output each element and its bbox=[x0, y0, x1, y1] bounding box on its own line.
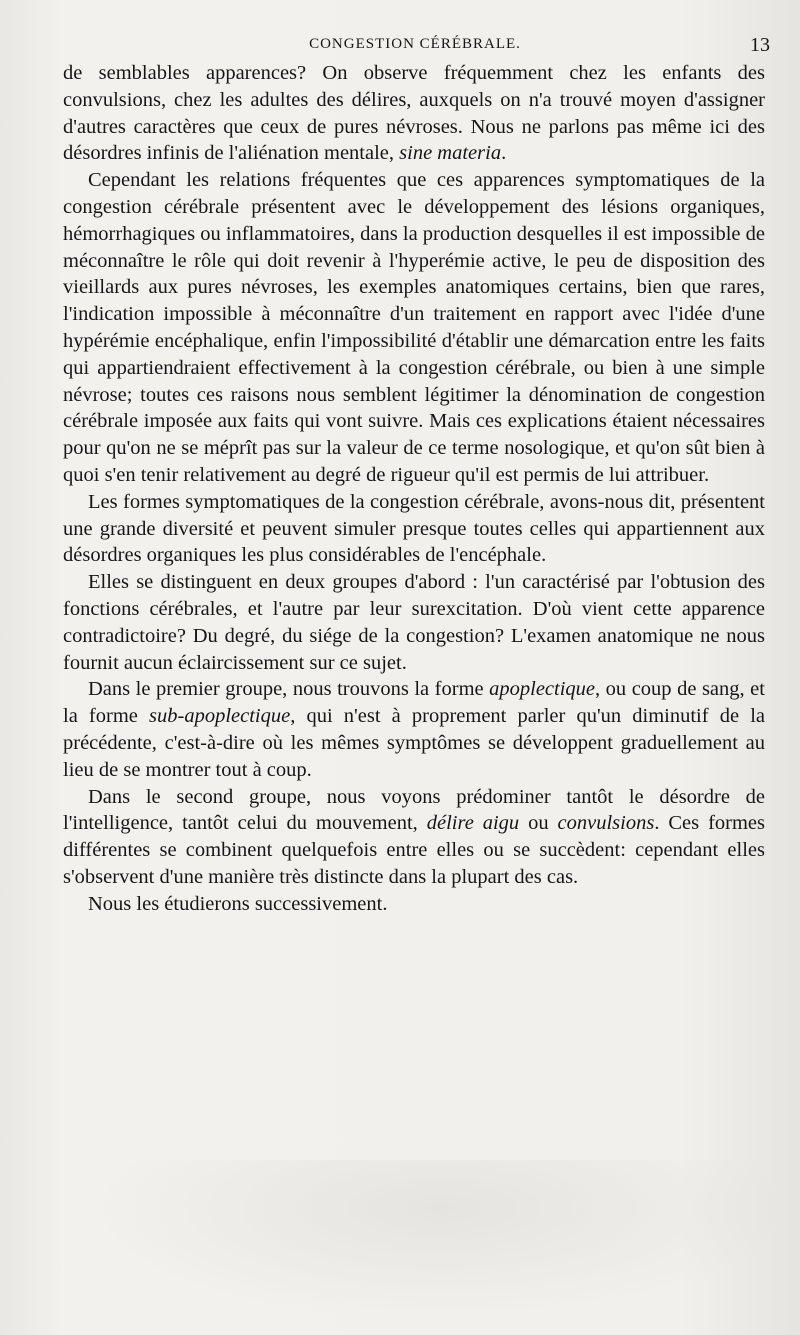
page-header bbox=[60, 36, 770, 56]
paragraph-6: Dans le second groupe, nous voyons prédominer tantôt le désordre de l'intelligence, tantôt celui du mouvement, délire aigu ou convulsions. Ces formes différentes se combinent quelquefois entre elles ou se succèdent: cependant elles s'observent d'une manière très distincte dans la plupart des cas. bbox=[63, 785, 765, 888]
bleed-through-area bbox=[90, 1160, 790, 1320]
paragraph-7: Nous les étudierons successivement. bbox=[88, 892, 388, 915]
paragraph-2: Cependant les relations fréquentes que ces apparences symptomatiques de la congestion cérébrale présentent avec le développement des lésions organiques, hémorrhagiques ou inflammatoires, dans la production desquelles il est impossible de méconnaître le rôle qui doit revenir à l'hyperémie active, le peu de disposition des vieillards aux pures névroses, les exemples anatomiques certains, bien que rares, l'indication impossible à méconnaître d'un traitement en rapport avec l'idée d'une hypérémie encéphalique, enfin l'impossibilité d'établir une démarcation entre les faits qui appartiendraient effectivement à la congestion cérébrale, ou bien à une simple névrose; toutes ces raisons nous semblent légitimer la dénomination de congestion cérébrale imposée aux faits qui vont suivre. Mais ces explications étaient nécessaires pour qu'on ne se méprît pas sur la valeur de ce terme nosologique, et qu'on sût bien à quoi s'en tenir relativement au degré de rigueur qu'il est permis de lui attribuer. bbox=[63, 169, 765, 486]
running-title: CONGESTION CÉRÉBRALE. bbox=[309, 36, 521, 52]
paragraph-3: Les formes symptomatiques de la congestion cérébrale, avons-nous dit, présentent une grande diversité et peuvent simuler presque toutes celles qui appartiennent aux désordres organiques les plus considérables de l'encéphale. bbox=[63, 490, 765, 567]
paragraph-5: Dans le premier groupe, nous trouvons la forme apoplectique, ou coup de sang, et la forme sub-apoplectique, qui n'est à proprement parler qu'un diminutif de la précédente, c'est-à-dire où les mêmes symptômes se développent graduellement au lieu de se montrer tout à coup. bbox=[63, 678, 765, 781]
paragraph-1: de semblables apparences? On observe fréquemment chez les enfants des convulsions, chez les adultes des délires, auxquels on n'a trouvé moyen d'assigner d'autres caractères que ceux de pures névroses. Nous ne parlons pas même ici des désordres infinis de l'aliénation mentale, sine materia. bbox=[63, 62, 765, 165]
paragraph-4: Elles se distinguent en deux groupes d'abord : l'un caractérisé par l'obtusion des fonctions cérébrales, et l'autre par leur surexcitation. D'où vient cette apparence contradictoire? Du degré, du siége de la congestion? L'examen anatomique ne nous fournit aucun éclaircissement sur ce sujet. bbox=[63, 571, 765, 674]
body-text bbox=[63, 60, 765, 918]
page-number: 13 bbox=[750, 34, 770, 56]
